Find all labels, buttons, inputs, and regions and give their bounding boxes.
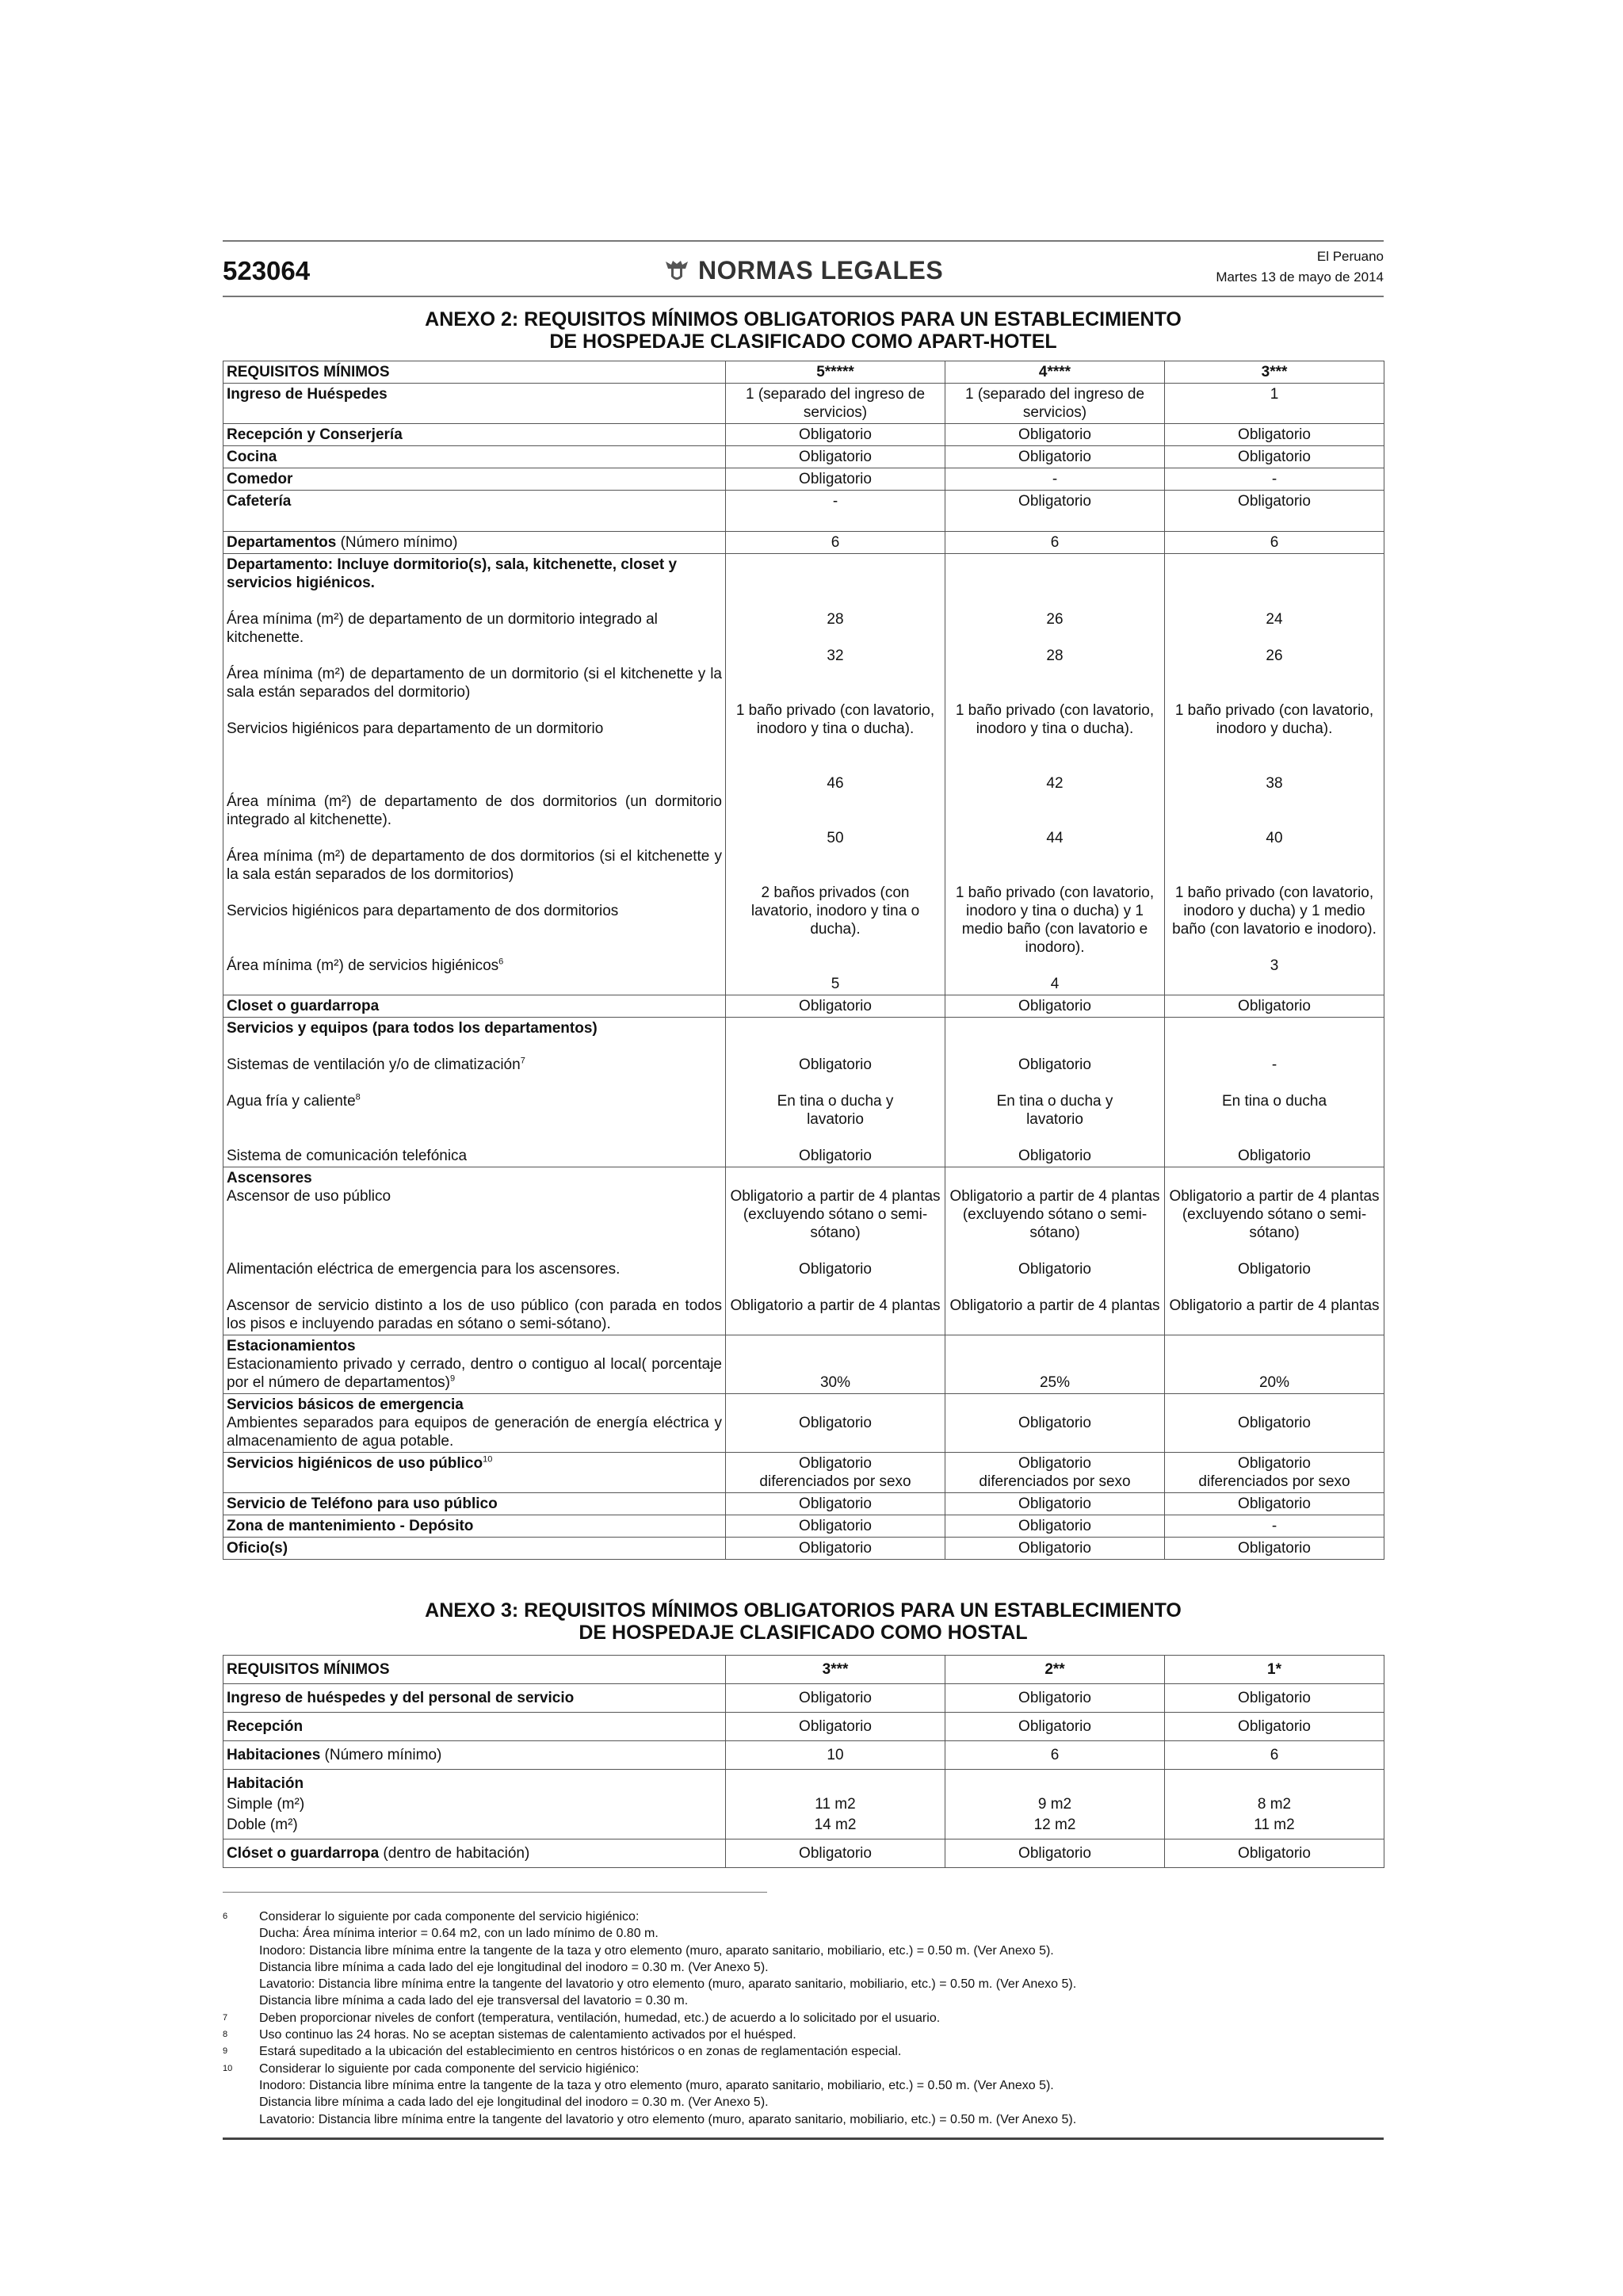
row-label: Comedor <box>223 468 726 491</box>
group-values <box>1165 554 1384 995</box>
cell-value: Obligatorio <box>726 1839 945 1868</box>
cell-value: Obligatorio <box>1165 1839 1384 1868</box>
cell-value: Obligatorio a partir de 4 plantas (excluyendo sótano o semi-sótano) <box>949 1188 1160 1241</box>
header-cell: REQUISITOS MÍNIMOS <box>223 1656 726 1684</box>
cell-value: 5 <box>831 976 840 992</box>
footnote-line: Deben proporcionar niveles de confort (temperatura, ventilación, humedad, etc.) de acuerdo a lo solicitado por el usuario. <box>259 2011 941 2025</box>
cell-value: Obligatorio <box>945 1493 1165 1515</box>
row-label <box>227 957 722 975</box>
footnote-number: 9 <box>223 2046 228 2057</box>
cell-value: - <box>1271 1056 1277 1073</box>
table-row-group-habitacion <box>223 1770 1384 1839</box>
row-label-text: Área mínima (m²) de servicios higiénicos <box>227 957 499 974</box>
cell-value: Obligatorio <box>726 1684 945 1713</box>
row-label: Área mínima (m²) de departamento de dos dormitorios (si el kitchenette y la sala están separados de los dormitorios) <box>227 848 722 883</box>
group-heading: Departamento: Incluye dormitorio(s), sala, kitchenette, closet y servicios higiénicos. <box>227 556 678 591</box>
row-label-text: Sistemas de ventilación y/o de climatización <box>227 1056 521 1073</box>
footnote-line: Considerar lo siguiente por cada componente del servicio higiénico: <box>259 2061 640 2076</box>
cell-value: 10 <box>726 1741 945 1770</box>
table-row <box>223 1684 1384 1713</box>
footnote-line: Estará supeditado a la ubicación del establecimiento en centros históricos o en zonas de reglamentación especial. <box>259 2045 902 2059</box>
header-cell: REQUISITOS MÍNIMOS <box>223 361 726 384</box>
group-values <box>1165 1018 1384 1167</box>
footnote-ref: 7 <box>520 1056 525 1066</box>
table-header-row <box>223 361 1384 384</box>
group-heading: Habitación <box>227 1775 304 1792</box>
table-row <box>223 424 1384 446</box>
cell-value: 1 (separado del ingreso de servicios) <box>945 384 1165 424</box>
row-label <box>223 1453 726 1493</box>
group-heading: Ascensores <box>227 1170 312 1186</box>
cell-value: 6 <box>726 532 945 554</box>
row-label-text: Servicios higiénicos de uso público <box>227 1455 483 1472</box>
row-label: Ascensor de servicio distinto a los de uso público (con parada en todos los pisos e incluyendo paradas en sótano o semi-sótano). <box>227 1297 722 1332</box>
document-page <box>223 240 1384 2140</box>
cell-value: Obligatorio <box>1165 1713 1384 1741</box>
cell-value: Obligatorio <box>945 1713 1165 1741</box>
cell-value: 20% <box>1165 1335 1384 1394</box>
annex2-title-line1: ANEXO 2: REQUISITOS MÍNIMOS OBLIGATORIOS PARA UN ESTABLECIMIENTO <box>425 308 1182 330</box>
cell-value: Obligatorio <box>945 1538 1165 1560</box>
group-values <box>726 554 945 995</box>
group-values <box>945 1167 1165 1335</box>
cell-value: 12 m2 <box>1033 1817 1076 1833</box>
table-row <box>223 995 1384 1018</box>
group-heading: Servicios básicos de emergencia <box>227 1396 464 1413</box>
table-row-group-ascensores <box>223 1167 1384 1335</box>
row-label: Cafetería <box>223 491 726 532</box>
table-row <box>223 446 1384 468</box>
row-label: Ascensor de uso público <box>227 1188 391 1205</box>
cell-value: 1 baño privado (con lavatorio, inodoro y tina o ducha). <box>955 702 1155 737</box>
table-row <box>223 1394 1384 1453</box>
annex3-title-line2: DE HOSPEDAJE CLASIFICADO COMO HOSTAL <box>579 1622 1028 1644</box>
header-cell: 4**** <box>945 361 1165 384</box>
cell-value: Obligatorio a partir de 4 plantas <box>949 1297 1160 1314</box>
table-row <box>223 1335 1384 1394</box>
footnote-line: Uso continuo las 24 horas. No se aceptan sistemas de calentamiento activados por el huésped. <box>259 2028 796 2042</box>
group-values <box>726 1018 945 1167</box>
table-row <box>223 1493 1384 1515</box>
group-values <box>945 1770 1165 1839</box>
cell-value: 8 m2 <box>1257 1796 1292 1813</box>
row-label <box>223 1741 726 1770</box>
footnote-line: Distancia libre mínima a cada lado del eje transversal del lavatorio = 0.30 m. <box>259 1994 689 2008</box>
footnote <box>223 2043 1384 2060</box>
row-label-note: (Número mínimo) <box>320 1747 442 1763</box>
header-cell: 3*** <box>1165 361 1384 384</box>
table-row <box>223 1713 1384 1741</box>
table-header-row <box>223 1656 1384 1684</box>
row-label: Oficio(s) <box>223 1538 726 1560</box>
row-label: Recepción <box>223 1713 726 1741</box>
cell-value: Obligatorio <box>726 1538 945 1560</box>
row-label <box>223 532 726 554</box>
cell-value: 11 m2 <box>1254 1817 1295 1833</box>
cell-value: 14 m2 <box>814 1817 857 1833</box>
table-row <box>223 1538 1384 1560</box>
group-cell <box>223 554 726 995</box>
row-label: Sistema de comunicación telefónica <box>227 1148 468 1164</box>
annex3-title-line1: ANEXO 3: REQUISITOS MÍNIMOS OBLIGATORIOS PARA UN ESTABLECIMIENTO <box>425 1599 1182 1622</box>
cell-value: 1 baño privado (con lavatorio, inodoro y tina o ducha) y 1 medio baño (con lavatorio e inodoro). <box>955 884 1155 956</box>
cell-value: Obligatorio diferenciados por sexo <box>726 1453 945 1493</box>
cell-value: 1 baño privado (con lavatorio, inodoro y ducha). <box>1174 702 1374 737</box>
cell-value: Obligatorio <box>1238 1148 1311 1164</box>
cell-value: Obligatorio <box>945 1394 1165 1453</box>
row-label-text: Ambientes separados para equipos de generación de energía eléctrica y almacenamiento de agua potable. <box>227 1415 722 1450</box>
row-label <box>223 1335 726 1394</box>
table-row <box>223 491 1384 532</box>
cell-value: 42 <box>1046 775 1064 792</box>
cell-value: Obligatorio <box>1165 424 1384 446</box>
publication-masthead <box>663 256 943 285</box>
footnote <box>223 2010 1384 2027</box>
cell-value: Obligatorio <box>945 424 1165 446</box>
footnote-line: Inodoro: Distancia libre mínima entre la tangente de la taza y otro elemento (muro, aparato sanitario, mobiliario, etc.) = 0.50 m. (Ver Anexo 5). <box>259 1943 1054 1958</box>
footnote-number: 8 <box>223 2030 228 2040</box>
coat-of-arms-icon <box>663 258 690 285</box>
cell-value: Obligatorio <box>1165 1394 1384 1453</box>
cell-value: Obligatorio diferenciados por sexo <box>1165 1453 1384 1493</box>
annex3-title <box>223 1599 1384 1644</box>
cell-value: Obligatorio <box>799 1261 872 1278</box>
header-cell: 3*** <box>726 1656 945 1684</box>
cell-value: Obligatorio <box>726 446 945 468</box>
footnote-line: Distancia libre mínima a cada lado del eje longitudinal del inodoro = 0.30 m. (Ver Anexo 5). <box>259 1960 769 1974</box>
row-label: Área mínima (m²) de departamento de un dormitorio integrado al kitchenette. <box>227 611 658 646</box>
cell-value: Obligatorio <box>726 468 945 491</box>
group-values <box>945 1018 1165 1167</box>
annex3-table <box>223 1655 1384 1868</box>
cell-value: Obligatorio <box>1165 446 1384 468</box>
newspaper-name: El Peruano <box>1316 249 1384 264</box>
cell-value: 1 (separado del ingreso de servicios) <box>726 384 945 424</box>
cell-value: 38 <box>1266 775 1283 792</box>
cell-value: Obligatorio diferenciados por sexo <box>945 1453 1165 1493</box>
row-label-note: (Número mínimo) <box>336 534 458 551</box>
footnote-number: 6 <box>223 1912 228 1921</box>
group-values <box>726 1167 945 1335</box>
footnote-ref: 8 <box>355 1092 361 1102</box>
table-row <box>223 1515 1384 1538</box>
cell-value: Obligatorio <box>1165 1684 1384 1713</box>
footnote-number: 10 <box>223 2063 233 2073</box>
cell-value: Obligatorio <box>1018 1056 1091 1073</box>
cell-value: Obligatorio <box>945 491 1165 532</box>
cell-value: Obligatorio <box>1165 1493 1384 1515</box>
cell-value: En tina o ducha y lavatorio <box>777 1093 894 1128</box>
header-right <box>1216 246 1384 288</box>
cell-value: Obligatorio <box>945 1515 1165 1538</box>
cell-value: 25% <box>945 1335 1165 1394</box>
row-label-bold: Habitaciones <box>227 1747 321 1763</box>
cell-value: Obligatorio <box>726 1493 945 1515</box>
row-label-note: (dentro de habitación) <box>379 1845 530 1862</box>
footnote-line: Ducha: Área mínima interior = 0.64 m2, con un lado mínimo de 0.80 m. <box>259 1927 659 1941</box>
cell-value: 6 <box>945 1741 1165 1770</box>
cell-value: 1 baño privado (con lavatorio, inodoro y tina o ducha). <box>735 702 935 737</box>
footnote <box>223 2061 1384 2128</box>
table-row-group-servicios <box>223 1018 1384 1167</box>
cell-value: 1 baño privado (con lavatorio, inodoro y ducha) y 1 medio baño (con lavatorio e inodoro). <box>1172 884 1377 938</box>
table-row <box>223 1453 1384 1493</box>
row-label: Alimentación eléctrica de emergencia para los ascensores. <box>227 1261 621 1278</box>
cell-value: Obligatorio <box>726 995 945 1018</box>
cell-value: - <box>945 468 1165 491</box>
group-heading: Servicios y equipos (para todos los departamentos) <box>227 1020 598 1037</box>
cell-value: Obligatorio <box>945 995 1165 1018</box>
footnote-ref: 10 <box>483 1454 493 1465</box>
group-values <box>726 1770 945 1839</box>
row-label: Área mínima (m²) de departamento de un dormitorio (si el kitchenette y la sala están separados del dormitorio) <box>227 666 722 701</box>
row-label <box>227 1056 722 1074</box>
row-label-bold: Clóset o guardarropa <box>227 1845 380 1862</box>
row-label: Servicios higiénicos para departamento de un dormitorio <box>227 720 604 737</box>
cell-value: 28 <box>827 611 844 628</box>
footnote <box>223 2027 1384 2043</box>
cell-value: 6 <box>1165 1741 1384 1770</box>
cell-value: 9 m2 <box>1037 1796 1072 1813</box>
footnote-number: 7 <box>223 2012 228 2023</box>
row-label: Doble (m²) <box>227 1817 298 1833</box>
footnote <box>223 1908 1384 2010</box>
publication-title: NORMAS LEGALES <box>698 256 944 285</box>
table-row <box>223 532 1384 554</box>
cell-value: Obligatorio <box>799 1148 872 1164</box>
cell-value: 32 <box>827 648 844 664</box>
cell-value: Obligatorio a partir de 4 plantas (excluyendo sótano o semi-sótano) <box>1169 1188 1380 1241</box>
row-label: Servicios higiénicos para departamento de dos dormitorios <box>227 903 619 919</box>
row-label: Zona de mantenimiento - Depósito <box>223 1515 726 1538</box>
annex2-table <box>223 361 1384 1560</box>
row-label: Ingreso de Huéspedes <box>223 384 726 424</box>
footnotes <box>223 1908 1384 2128</box>
footnote-ref: 9 <box>450 1373 456 1384</box>
cell-value: 3 <box>1270 957 1279 974</box>
cell-value: Obligatorio <box>726 1394 945 1453</box>
group-values <box>1165 1770 1384 1839</box>
footnote-line: Lavatorio: Distancia libre mínima entre la tangente del lavatorio y otro elemento (muro, aparato sanitario, mobiliario, etc.) = 0.50 m. (Ver Anexo 5). <box>259 2112 1077 2126</box>
cell-value: Obligatorio <box>1238 1261 1311 1278</box>
cell-value: Obligatorio a partir de 4 plantas <box>730 1297 941 1314</box>
cell-value: 4 <box>1050 976 1060 992</box>
footnote-line: Inodoro: Distancia libre mínima entre la tangente de la taza y otro elemento (muro, aparato sanitario, mobiliario, etc.) = 0.50 m. (Ver Anexo 5). <box>259 2078 1054 2092</box>
cell-value: 26 <box>1266 648 1283 664</box>
cell-value: Obligatorio <box>945 1684 1165 1713</box>
annex2-title <box>223 308 1384 353</box>
row-label-bold: Departamentos <box>227 534 337 551</box>
cell-value: Obligatorio <box>726 1713 945 1741</box>
cell-value: Obligatorio <box>1165 995 1384 1018</box>
page-header <box>223 240 1384 294</box>
group-heading: Estacionamientos <box>227 1338 356 1354</box>
cell-value: Obligatorio <box>945 1839 1165 1868</box>
row-label <box>227 1092 722 1110</box>
cell-value: - <box>726 491 945 532</box>
cell-value: Obligatorio a partir de 4 plantas <box>1169 1297 1380 1314</box>
header-rule <box>223 296 1384 297</box>
cell-value: Obligatorio <box>1018 1261 1091 1278</box>
table-row <box>223 1839 1384 1868</box>
cell-value: 26 <box>1046 611 1064 628</box>
page-bottom-rule <box>223 2137 1384 2140</box>
cell-value: 6 <box>1165 532 1384 554</box>
cell-value: Obligatorio <box>1165 491 1384 532</box>
group-values <box>1165 1167 1384 1335</box>
row-label <box>223 1394 726 1453</box>
footnote-line: Lavatorio: Distancia libre mínima entre la tangente del lavatorio y otro elemento (muro, aparato sanitario, mobiliario, etc.) = 0.50 m. (Ver Anexo 5). <box>259 1977 1077 1992</box>
page-number: 523064 <box>223 256 311 285</box>
header-cell: 2** <box>945 1656 1165 1684</box>
table-row <box>223 468 1384 491</box>
annex2-title-line2: DE HOSPEDAJE CLASIFICADO COMO APART-HOTEL <box>549 330 1057 353</box>
publication-date: Martes 13 de mayo de 2014 <box>1216 269 1384 285</box>
cell-value: 6 <box>945 532 1165 554</box>
cell-value: En tina o ducha y lavatorio <box>996 1093 1113 1128</box>
row-label-text: Estacionamiento privado y cerrado, dentro o contiguo al local( porcentaje por el número de departamentos) <box>227 1356 722 1391</box>
cell-value: Obligatorio a partir de 4 plantas (excluyendo sótano o semi-sótano) <box>730 1188 941 1241</box>
footnote-line: Considerar lo siguiente por cada componente del servicio higiénico: <box>259 1910 640 1924</box>
cell-value: 30% <box>726 1335 945 1394</box>
cell-value: Obligatorio <box>726 424 945 446</box>
row-label: Recepción y Conserjería <box>223 424 726 446</box>
cell-value: - <box>1165 468 1384 491</box>
cell-value: 44 <box>1046 830 1064 846</box>
header-cell: 1* <box>1165 1656 1384 1684</box>
footnote-separator <box>223 1892 767 1893</box>
footnote-ref: 6 <box>498 957 504 967</box>
row-label: Closet o guardarropa <box>223 995 726 1018</box>
header-cell: 5***** <box>726 361 945 384</box>
cell-value: Obligatorio <box>1165 1538 1384 1560</box>
cell-value: 40 <box>1266 830 1283 846</box>
table-row-group-departamento <box>223 554 1384 995</box>
cell-value: - <box>1165 1515 1384 1538</box>
row-label: Simple (m²) <box>227 1796 305 1813</box>
cell-value: 1 <box>1165 384 1384 424</box>
cell-value: Obligatorio <box>945 446 1165 468</box>
cell-value: 28 <box>1046 648 1064 664</box>
table-row <box>223 384 1384 424</box>
row-label: Área mínima (m²) de departamento de dos dormitorios (un dormitorio integrado al kitchenette). <box>227 793 722 828</box>
cell-value: 24 <box>1266 611 1283 628</box>
cell-value: Obligatorio <box>1018 1148 1091 1164</box>
cell-value: 46 <box>827 775 844 792</box>
group-values <box>945 554 1165 995</box>
cell-value: En tina o ducha <box>1221 1093 1327 1110</box>
group-cell <box>223 1167 726 1335</box>
cell-value: 2 baños privados (con lavatorio, inodoro y tina o ducha). <box>750 884 920 938</box>
row-label: Servicio de Teléfono para uso público <box>223 1493 726 1515</box>
row-label: Ingreso de huéspedes y del personal de servicio <box>223 1684 726 1713</box>
cell-value: Obligatorio <box>799 1056 872 1073</box>
cell-value: 50 <box>827 830 844 846</box>
cell-value: Obligatorio <box>726 1515 945 1538</box>
table-row <box>223 1741 1384 1770</box>
footnote-line: Distancia libre mínima a cada lado del eje longitudinal del inodoro = 0.30 m. (Ver Anexo 5). <box>259 2095 769 2110</box>
row-label <box>223 1839 726 1868</box>
group-cell <box>223 1770 726 1839</box>
group-cell <box>223 1018 726 1167</box>
row-label: Cocina <box>223 446 726 468</box>
row-label-text: Agua fría y caliente <box>227 1093 356 1110</box>
cell-value: 11 m2 <box>815 1796 856 1813</box>
